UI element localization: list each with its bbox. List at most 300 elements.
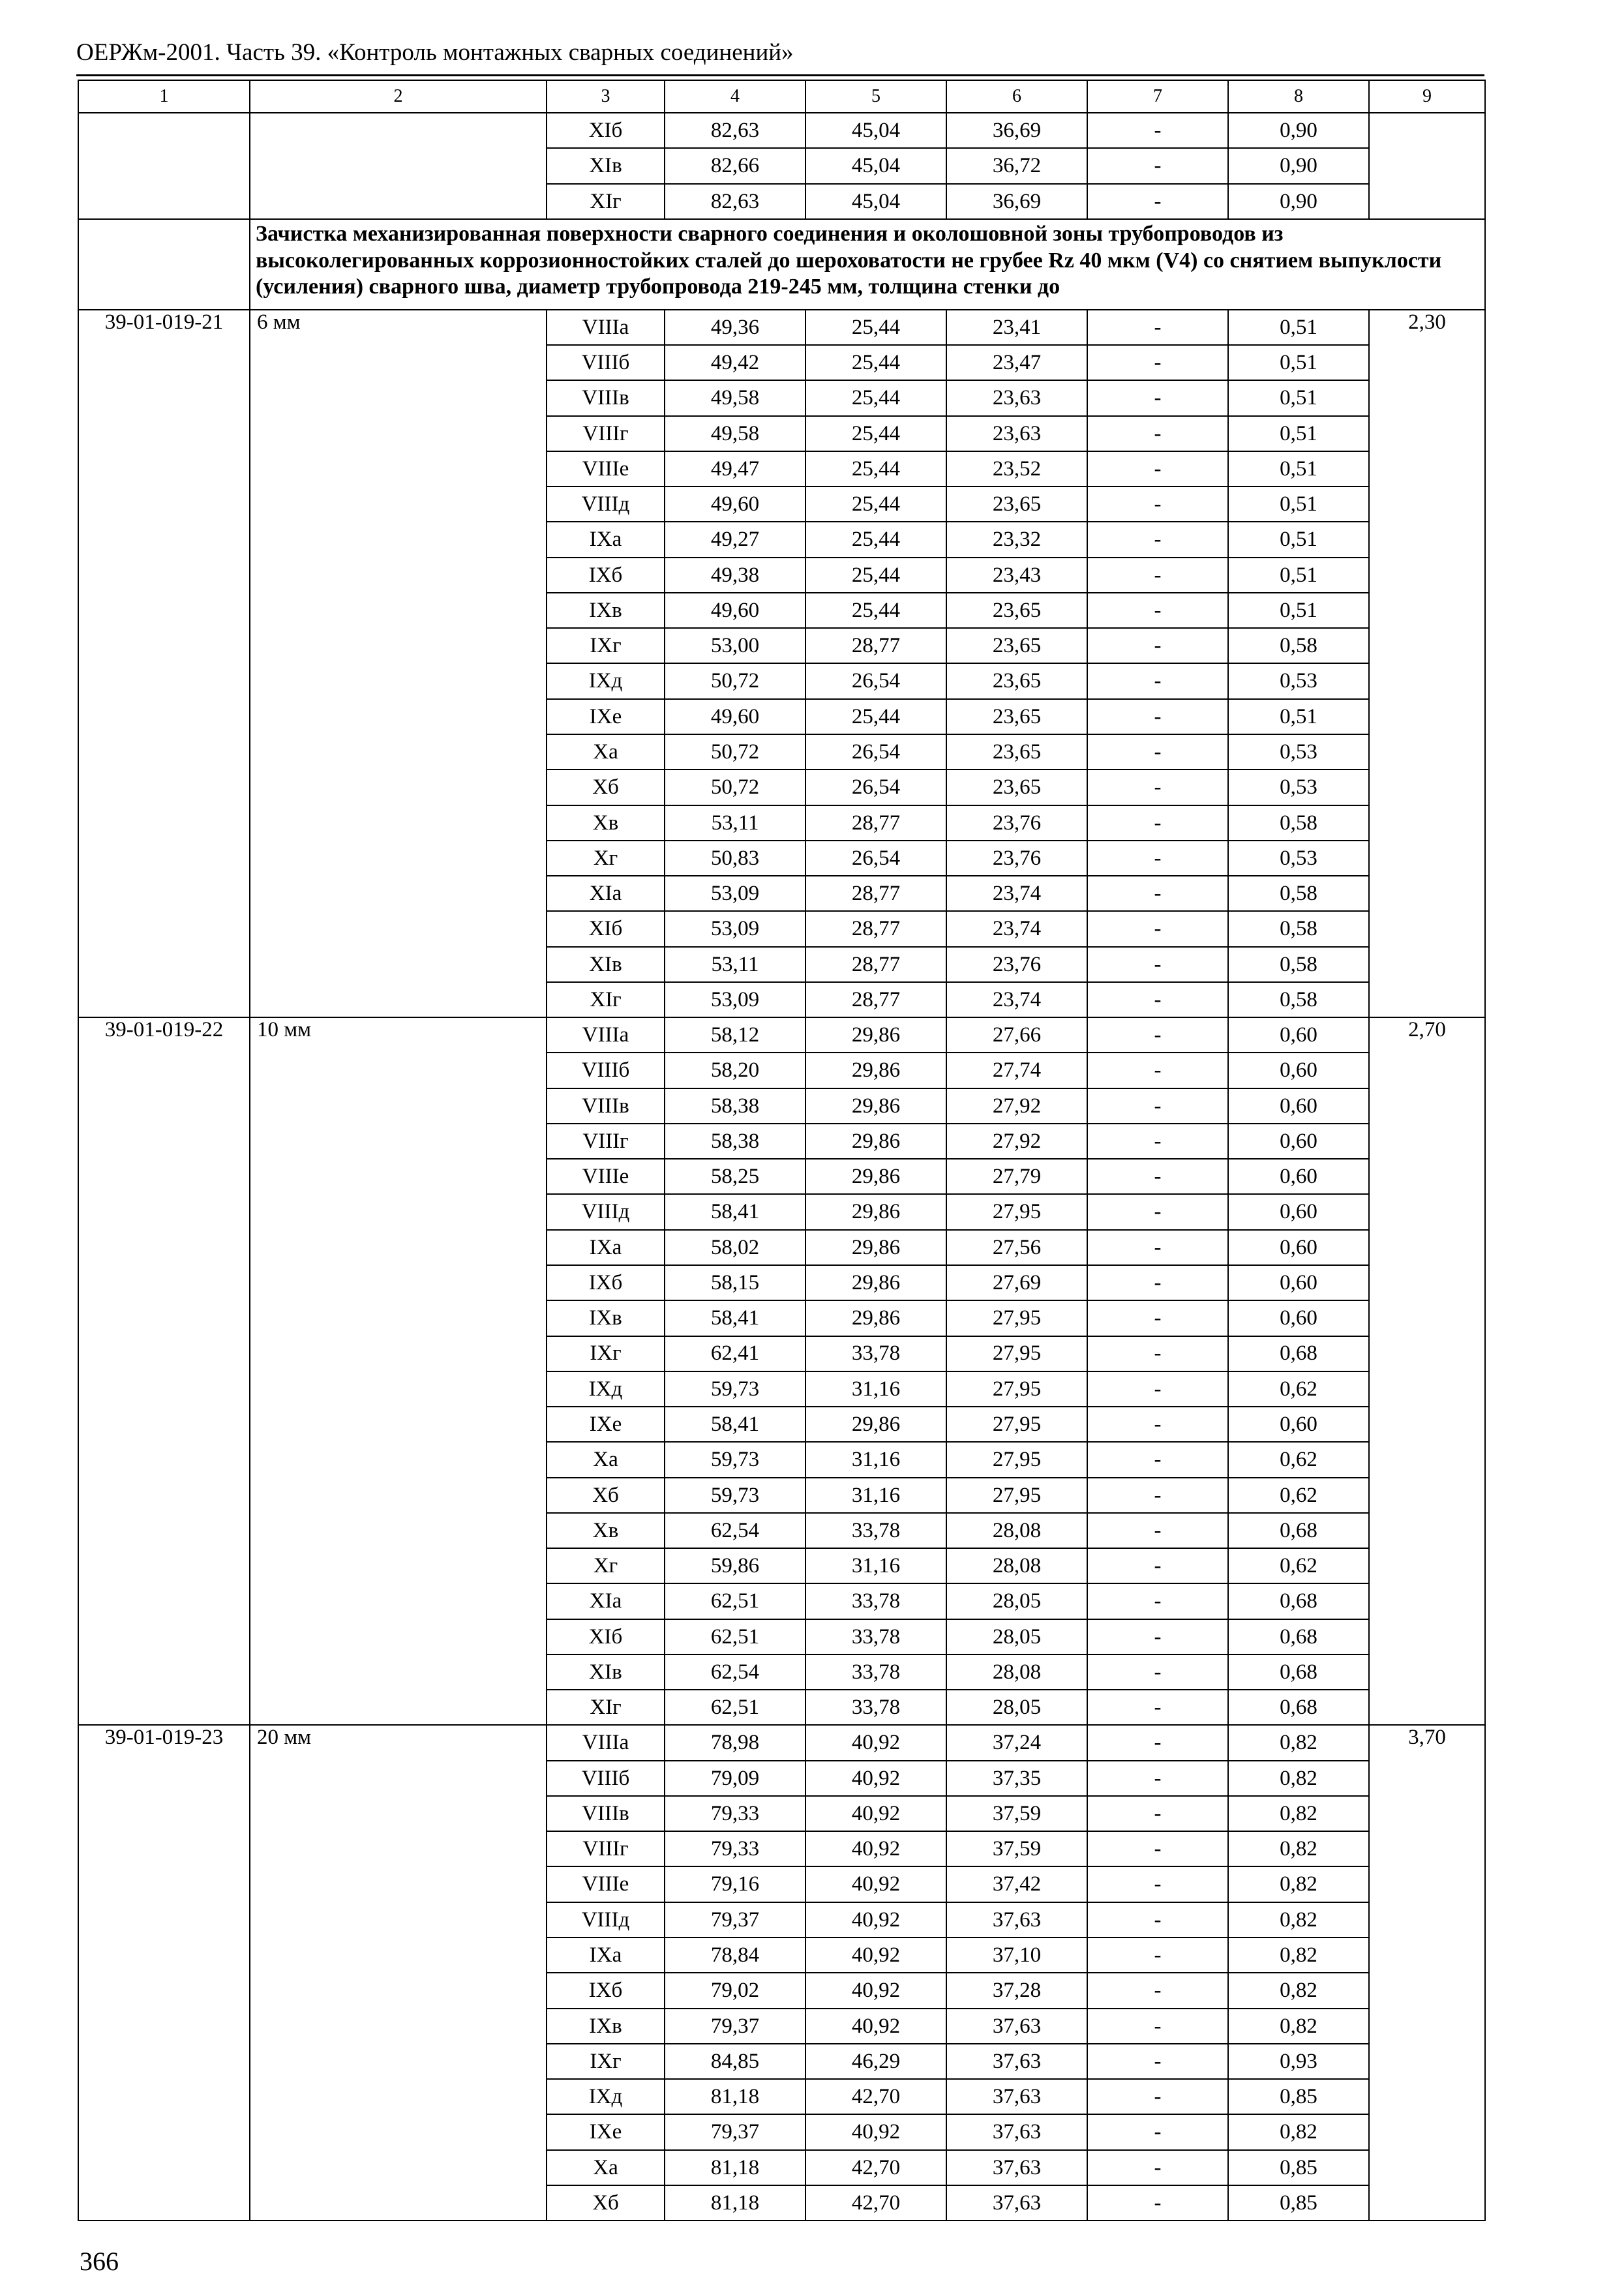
total-cost-cell: 50,72 [665, 770, 805, 805]
grade-cell: XIб [547, 113, 665, 148]
total-cost-cell: 79,16 [665, 1866, 805, 1902]
wage-cell: 40,92 [805, 2009, 946, 2044]
machine-cost-cell: 27,95 [946, 1300, 1087, 1336]
code-cell [78, 219, 250, 310]
total-cost-cell: 49,58 [665, 416, 805, 451]
machine-cost-cell: 36,69 [946, 113, 1087, 148]
column-header: 4 [665, 80, 805, 113]
column-header: 9 [1369, 80, 1485, 113]
materials-cell: - [1087, 947, 1228, 982]
grade-cell: IXа [547, 1230, 665, 1265]
wage-cell: 29,86 [805, 1124, 946, 1159]
grade-cell: IXд [547, 663, 665, 698]
machinist-wage-cell: 0,85 [1228, 2079, 1369, 2114]
grade-cell: IXе [547, 1407, 665, 1442]
wage-cell: 26,54 [805, 770, 946, 805]
grade-cell: VIIIа [547, 310, 665, 345]
grade-cell: Xв [547, 1513, 665, 1548]
materials-cell: - [1087, 1336, 1228, 1371]
wage-cell: 40,92 [805, 1831, 946, 1866]
grade-cell: VIIIа [547, 1017, 665, 1053]
total-cost-cell: 81,18 [665, 2185, 805, 2221]
machinist-wage-cell: 0,51 [1228, 310, 1369, 345]
grade-cell: IXа [547, 1937, 665, 1973]
wage-cell: 45,04 [805, 148, 946, 183]
machinist-wage-cell: 0,58 [1228, 947, 1369, 982]
section-row [78, 219, 1485, 310]
code-cell: 39-01-019-22 [78, 1017, 250, 1725]
wage-cell: 26,54 [805, 663, 946, 698]
grade-cell: Xб [547, 1478, 665, 1513]
machine-cost-cell: 37,28 [946, 1973, 1087, 2008]
grade-cell: IXд [547, 2079, 665, 2114]
total-cost-cell: 79,37 [665, 2009, 805, 2044]
materials-cell: - [1087, 1371, 1228, 1407]
materials-cell: - [1087, 1265, 1228, 1300]
machinist-wage-cell: 0,62 [1228, 1548, 1369, 1583]
total-cost-cell: 49,58 [665, 380, 805, 415]
grade-cell: VIIIд [547, 486, 665, 522]
materials-cell: - [1087, 1478, 1228, 1513]
wage-cell: 25,44 [805, 593, 946, 628]
machinist-wage-cell: 0,58 [1228, 876, 1369, 911]
machine-cost-cell: 27,95 [946, 1371, 1087, 1407]
materials-cell: - [1087, 841, 1228, 876]
machine-cost-cell: 37,10 [946, 1937, 1087, 1973]
total-cost-cell: 79,02 [665, 1973, 805, 2008]
wage-cell: 25,44 [805, 699, 946, 734]
machine-cost-cell: 28,08 [946, 1548, 1087, 1583]
machine-cost-cell: 23,65 [946, 628, 1087, 663]
total-cost-cell: 82,63 [665, 184, 805, 219]
machine-cost-cell: 27,92 [946, 1124, 1087, 1159]
wage-cell: 29,86 [805, 1194, 946, 1229]
machinist-wage-cell: 0,60 [1228, 1194, 1369, 1229]
wage-cell: 29,86 [805, 1230, 946, 1265]
machine-cost-cell: 37,63 [946, 2185, 1087, 2221]
wage-cell: 25,44 [805, 451, 946, 486]
total-cost-cell: 49,42 [665, 345, 805, 380]
grade-cell: VIIIб [547, 1761, 665, 1796]
machinist-wage-cell: 0,53 [1228, 841, 1369, 876]
machine-cost-cell: 23,65 [946, 593, 1087, 628]
machine-cost-cell: 23,32 [946, 522, 1087, 557]
materials-cell: - [1087, 628, 1228, 663]
grade-cell: VIIIд [547, 1194, 665, 1229]
machine-cost-cell: 28,08 [946, 1654, 1087, 1690]
rates-table [78, 80, 1486, 2221]
column-header: 1 [78, 80, 250, 113]
wage-cell: 40,92 [805, 1796, 946, 1831]
wage-cell: 40,92 [805, 1725, 946, 1760]
materials-cell: - [1087, 451, 1228, 486]
materials-cell: - [1087, 1230, 1228, 1265]
wage-cell: 25,44 [805, 380, 946, 415]
machinist-wage-cell: 0,58 [1228, 805, 1369, 841]
total-cost-cell: 79,37 [665, 1902, 805, 1937]
wage-cell: 25,44 [805, 558, 946, 593]
grade-cell: IXб [547, 558, 665, 593]
grade-cell: IXг [547, 2044, 665, 2079]
grade-cell: XIа [547, 876, 665, 911]
machine-cost-cell: 23,52 [946, 451, 1087, 486]
machinist-wage-cell: 0,60 [1228, 1265, 1369, 1300]
machine-cost-cell: 23,76 [946, 805, 1087, 841]
wage-cell: 25,44 [805, 416, 946, 451]
wage-cell: 45,04 [805, 184, 946, 219]
machinist-wage-cell: 0,68 [1228, 1690, 1369, 1725]
machinist-wage-cell: 0,93 [1228, 2044, 1369, 2079]
machinist-wage-cell: 0,60 [1228, 1088, 1369, 1124]
materials-cell: - [1087, 2079, 1228, 2114]
materials-cell: - [1087, 486, 1228, 522]
column-header: 7 [1087, 80, 1228, 113]
machine-cost-cell: 28,05 [946, 1619, 1087, 1654]
total-cost-cell: 59,86 [665, 1548, 805, 1583]
grade-cell: XIб [547, 911, 665, 946]
section-description: Зачистка механизированная поверхности сварного соединения и околошовной зоны трубопроводов из высоколегированных коррозионностойких сталей до шероховатости не грубее Rz 40 мкм (V4) со снятием выпуклости (усиления) сварного шва, диаметр трубопровода 219-245 мм, толщина стенки до [250, 219, 1485, 310]
column-header: 3 [547, 80, 665, 113]
grade-cell: VIIIг [547, 1124, 665, 1159]
grade-cell: IXг [547, 628, 665, 663]
wage-cell: 45,04 [805, 113, 946, 148]
wage-cell: 29,86 [805, 1300, 946, 1336]
materials-cell: - [1087, 1796, 1228, 1831]
materials-cell: - [1087, 2185, 1228, 2221]
machinist-wage-cell: 0,60 [1228, 1230, 1369, 1265]
page-number: 366 [80, 2247, 119, 2276]
machine-cost-cell: 37,63 [946, 2114, 1087, 2149]
wage-cell: 42,70 [805, 2079, 946, 2114]
materials-cell: - [1087, 522, 1228, 557]
column-header: 5 [805, 80, 946, 113]
machine-cost-cell: 37,59 [946, 1796, 1087, 1831]
materials-cell: - [1087, 1159, 1228, 1194]
machine-cost-cell: 27,92 [946, 1088, 1087, 1124]
total-cost-cell: 58,15 [665, 1265, 805, 1300]
wage-cell: 31,16 [805, 1548, 946, 1583]
materials-cell: - [1087, 1300, 1228, 1336]
machine-cost-cell: 23,65 [946, 770, 1087, 805]
wage-cell: 28,77 [805, 911, 946, 946]
machinist-wage-cell: 0,60 [1228, 1017, 1369, 1053]
machine-cost-cell: 23,63 [946, 380, 1087, 415]
name-cell: 20 мм [250, 1725, 547, 2221]
materials-cell: - [1087, 345, 1228, 380]
machinist-wage-cell: 0,90 [1228, 113, 1369, 148]
machine-cost-cell: 27,66 [946, 1017, 1087, 1053]
grade-cell: VIIIе [547, 1159, 665, 1194]
total-cost-cell: 59,73 [665, 1478, 805, 1513]
table-row [78, 1725, 1485, 1760]
total-cost-cell: 62,51 [665, 1583, 805, 1619]
grade-cell: XIб [547, 1619, 665, 1654]
machine-cost-cell: 37,63 [946, 2150, 1087, 2185]
total-cost-cell: 53,11 [665, 947, 805, 982]
machinist-wage-cell: 0,82 [1228, 2114, 1369, 2149]
materials-cell: - [1087, 2044, 1228, 2079]
grade-cell: VIIIб [547, 1053, 665, 1088]
wage-cell: 40,92 [805, 1973, 946, 2008]
grade-cell: Xа [547, 734, 665, 770]
labor-cell [1369, 113, 1485, 219]
grade-cell: XIв [547, 1654, 665, 1690]
grade-cell: XIв [547, 947, 665, 982]
materials-cell: - [1087, 558, 1228, 593]
wage-cell: 29,86 [805, 1053, 946, 1088]
column-header: 6 [946, 80, 1087, 113]
machinist-wage-cell: 0,60 [1228, 1053, 1369, 1088]
wage-cell: 33,78 [805, 1336, 946, 1371]
labor-cell: 2,30 [1369, 310, 1485, 1017]
table-body [78, 80, 1485, 2221]
grade-cell: VIIIе [547, 1866, 665, 1902]
machinist-wage-cell: 0,68 [1228, 1654, 1369, 1690]
wage-cell: 40,92 [805, 1902, 946, 1937]
name-cell [250, 113, 547, 219]
wage-cell: 28,77 [805, 628, 946, 663]
machine-cost-cell: 23,63 [946, 416, 1087, 451]
materials-cell: - [1087, 1866, 1228, 1902]
materials-cell: - [1087, 1761, 1228, 1796]
materials-cell: - [1087, 1124, 1228, 1159]
wage-cell: 40,92 [805, 2114, 946, 2149]
wage-cell: 25,44 [805, 522, 946, 557]
wage-cell: 25,44 [805, 486, 946, 522]
total-cost-cell: 84,85 [665, 2044, 805, 2079]
machine-cost-cell: 37,63 [946, 2079, 1087, 2114]
grade-cell: XIг [547, 1690, 665, 1725]
machinist-wage-cell: 0,51 [1228, 699, 1369, 734]
machine-cost-cell: 27,69 [946, 1265, 1087, 1300]
materials-cell: - [1087, 1690, 1228, 1725]
total-cost-cell: 79,09 [665, 1761, 805, 1796]
machine-cost-cell: 23,74 [946, 982, 1087, 1017]
grade-cell: XIв [547, 148, 665, 183]
total-cost-cell: 49,60 [665, 699, 805, 734]
machine-cost-cell: 23,74 [946, 876, 1087, 911]
wage-cell: 25,44 [805, 310, 946, 345]
wage-cell: 28,77 [805, 982, 946, 1017]
grade-cell: XIг [547, 982, 665, 1017]
materials-cell: - [1087, 1513, 1228, 1548]
total-cost-cell: 53,00 [665, 628, 805, 663]
materials-cell: - [1087, 699, 1228, 734]
grade-cell: VIIIг [547, 416, 665, 451]
table-row [78, 310, 1485, 345]
machinist-wage-cell: 0,62 [1228, 1478, 1369, 1513]
machinist-wage-cell: 0,82 [1228, 1937, 1369, 1973]
machine-cost-cell: 27,74 [946, 1053, 1087, 1088]
grade-cell: VIIIв [547, 1796, 665, 1831]
machine-cost-cell: 23,43 [946, 558, 1087, 593]
machinist-wage-cell: 0,85 [1228, 2185, 1369, 2221]
machinist-wage-cell: 0,82 [1228, 1796, 1369, 1831]
grade-cell: XIг [547, 184, 665, 219]
labor-cell: 3,70 [1369, 1725, 1485, 2221]
materials-cell: - [1087, 1548, 1228, 1583]
name-cell: 10 мм [250, 1017, 547, 1725]
materials-cell: - [1087, 982, 1228, 1017]
machinist-wage-cell: 0,62 [1228, 1371, 1369, 1407]
document-header: ОЕРЖм-2001. Часть 39. «Контроль монтажных сварных соединений» [76, 39, 794, 66]
machinist-wage-cell: 0,60 [1228, 1159, 1369, 1194]
total-cost-cell: 53,09 [665, 876, 805, 911]
grade-cell: IXв [547, 593, 665, 628]
materials-cell: - [1087, 184, 1228, 219]
machine-cost-cell: 23,65 [946, 734, 1087, 770]
total-cost-cell: 81,18 [665, 2150, 805, 2185]
labor-cell: 2,70 [1369, 1017, 1485, 1725]
machinist-wage-cell: 0,51 [1228, 486, 1369, 522]
materials-cell: - [1087, 770, 1228, 805]
grade-cell: Xг [547, 1548, 665, 1583]
machinist-wage-cell: 0,51 [1228, 345, 1369, 380]
materials-cell: - [1087, 1725, 1228, 1760]
total-cost-cell: 50,72 [665, 663, 805, 698]
machinist-wage-cell: 0,62 [1228, 1442, 1369, 1477]
wage-cell: 40,92 [805, 1866, 946, 1902]
machinist-wage-cell: 0,68 [1228, 1619, 1369, 1654]
grade-cell: IXа [547, 522, 665, 557]
total-cost-cell: 59,73 [665, 1442, 805, 1477]
total-cost-cell: 58,12 [665, 1017, 805, 1053]
machinist-wage-cell: 0,53 [1228, 770, 1369, 805]
machine-cost-cell: 23,41 [946, 310, 1087, 345]
machinist-wage-cell: 0,58 [1228, 911, 1369, 946]
wage-cell: 33,78 [805, 1583, 946, 1619]
machinist-wage-cell: 0,90 [1228, 184, 1369, 219]
grade-cell: Xб [547, 2185, 665, 2221]
name-cell: 6 мм [250, 310, 547, 1017]
total-cost-cell: 49,60 [665, 593, 805, 628]
materials-cell: - [1087, 310, 1228, 345]
table-row [78, 113, 1485, 148]
machine-cost-cell: 37,42 [946, 1866, 1087, 1902]
materials-cell: - [1087, 2114, 1228, 2149]
machine-cost-cell: 28,08 [946, 1513, 1087, 1548]
grade-cell: VIIIв [547, 1088, 665, 1124]
wage-cell: 26,54 [805, 841, 946, 876]
materials-cell: - [1087, 1194, 1228, 1229]
total-cost-cell: 58,38 [665, 1124, 805, 1159]
materials-cell: - [1087, 1053, 1228, 1088]
total-cost-cell: 49,60 [665, 486, 805, 522]
grade-cell: Xг [547, 841, 665, 876]
total-cost-cell: 62,54 [665, 1513, 805, 1548]
machine-cost-cell: 37,35 [946, 1761, 1087, 1796]
grade-cell: IXб [547, 1973, 665, 2008]
total-cost-cell: 81,18 [665, 2079, 805, 2114]
materials-cell: - [1087, 734, 1228, 770]
machine-cost-cell: 37,63 [946, 1902, 1087, 1937]
total-cost-cell: 49,36 [665, 310, 805, 345]
machine-cost-cell: 27,95 [946, 1194, 1087, 1229]
materials-cell: - [1087, 1088, 1228, 1124]
materials-cell: - [1087, 911, 1228, 946]
machine-cost-cell: 23,65 [946, 663, 1087, 698]
total-cost-cell: 58,41 [665, 1300, 805, 1336]
materials-cell: - [1087, 2150, 1228, 2185]
machinist-wage-cell: 0,53 [1228, 663, 1369, 698]
wage-cell: 46,29 [805, 2044, 946, 2079]
machine-cost-cell: 23,74 [946, 911, 1087, 946]
materials-cell: - [1087, 2009, 1228, 2044]
wage-cell: 33,78 [805, 1619, 946, 1654]
total-cost-cell: 62,51 [665, 1619, 805, 1654]
total-cost-cell: 79,33 [665, 1831, 805, 1866]
total-cost-cell: 82,63 [665, 113, 805, 148]
code-cell: 39-01-019-21 [78, 310, 250, 1017]
machine-cost-cell: 27,95 [946, 1442, 1087, 1477]
wage-cell: 29,86 [805, 1017, 946, 1053]
machine-cost-cell: 36,69 [946, 184, 1087, 219]
wage-cell: 25,44 [805, 345, 946, 380]
materials-cell: - [1087, 380, 1228, 415]
machine-cost-cell: 23,47 [946, 345, 1087, 380]
machinist-wage-cell: 0,68 [1228, 1513, 1369, 1548]
wage-cell: 28,77 [805, 947, 946, 982]
grade-cell: IXе [547, 699, 665, 734]
machinist-wage-cell: 0,51 [1228, 593, 1369, 628]
machine-cost-cell: 23,76 [946, 841, 1087, 876]
machinist-wage-cell: 0,82 [1228, 1761, 1369, 1796]
machinist-wage-cell: 0,51 [1228, 380, 1369, 415]
machinist-wage-cell: 0,58 [1228, 982, 1369, 1017]
wage-cell: 40,92 [805, 1761, 946, 1796]
wage-cell: 33,78 [805, 1513, 946, 1548]
machine-cost-cell: 23,65 [946, 486, 1087, 522]
materials-cell: - [1087, 1973, 1228, 2008]
wage-cell: 29,86 [805, 1407, 946, 1442]
materials-cell: - [1087, 663, 1228, 698]
materials-cell: - [1087, 593, 1228, 628]
machinist-wage-cell: 0,82 [1228, 1902, 1369, 1937]
total-cost-cell: 53,09 [665, 911, 805, 946]
machine-cost-cell: 37,63 [946, 2044, 1087, 2079]
machine-cost-cell: 28,05 [946, 1583, 1087, 1619]
total-cost-cell: 58,41 [665, 1194, 805, 1229]
grade-cell: VIIIв [547, 380, 665, 415]
total-cost-cell: 82,66 [665, 148, 805, 183]
machinist-wage-cell: 0,60 [1228, 1407, 1369, 1442]
wage-cell: 29,86 [805, 1088, 946, 1124]
grade-cell: VIIIе [547, 451, 665, 486]
machine-cost-cell: 27,79 [946, 1159, 1087, 1194]
materials-cell: - [1087, 1017, 1228, 1053]
total-cost-cell: 53,09 [665, 982, 805, 1017]
grade-cell: IXв [547, 1300, 665, 1336]
machinist-wage-cell: 0,60 [1228, 1300, 1369, 1336]
materials-cell: - [1087, 113, 1228, 148]
machine-cost-cell: 27,56 [946, 1230, 1087, 1265]
materials-cell: - [1087, 1654, 1228, 1690]
grade-cell: IXе [547, 2114, 665, 2149]
wage-cell: 40,92 [805, 1937, 946, 1973]
code-cell: 39-01-019-23 [78, 1725, 250, 2221]
machinist-wage-cell: 0,90 [1228, 148, 1369, 183]
column-number-row [78, 80, 1485, 113]
machinist-wage-cell: 0,82 [1228, 1831, 1369, 1866]
grade-cell: IXб [547, 1265, 665, 1300]
total-cost-cell: 49,27 [665, 522, 805, 557]
machine-cost-cell: 37,59 [946, 1831, 1087, 1866]
header-rule [76, 74, 1484, 76]
wage-cell: 42,70 [805, 2185, 946, 2221]
machinist-wage-cell: 0,60 [1228, 1124, 1369, 1159]
machine-cost-cell: 28,05 [946, 1690, 1087, 1725]
machinist-wage-cell: 0,51 [1228, 522, 1369, 557]
